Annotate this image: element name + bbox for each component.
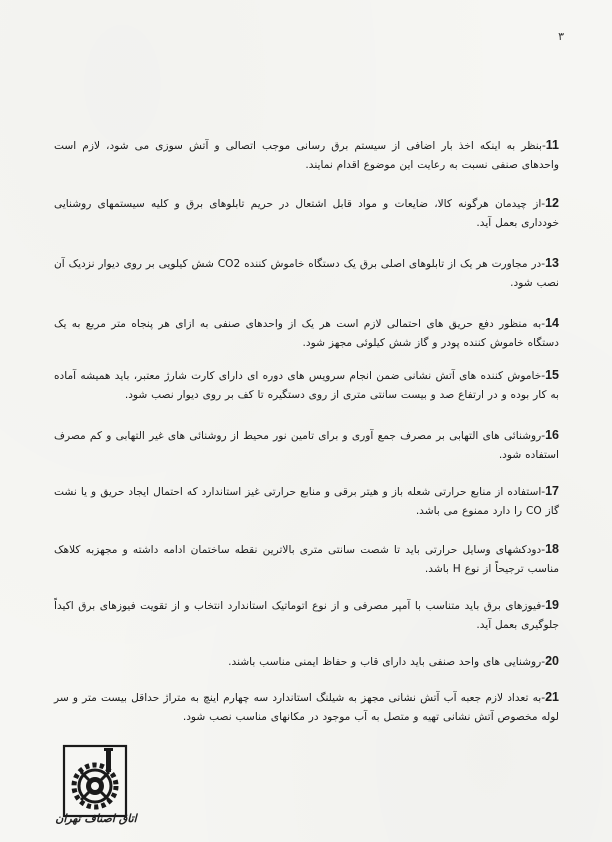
regulation-text: روشنائی های التهابی بر مصرف جمع آوری و برای تامین نور محیط از روشنائی های غیر التهابی و کم مصرف استفاده شود. [54,430,559,461]
regulation-item-15: 15-خاموش کننده های آتش نشانی ضمن انجام سرویس های دوره ای دارای کارت شارژ معتبر، باید همیشه آماده به کار بوده و در ارتفاع صد و بیست سانتی متری از روی دستگیره تا کف بر روی دیوار نصب شود. [54,368,559,401]
regulation-text: دودکشهای وسایل حرارتی باید تا شصت سانتی متری بالاترین نقطه ساختمان ادامه داشته و مجهزبه کلاهک مناسب ترجیحاً از نوع H باشد. [54,544,559,575]
regulation-text: فیوزهای برق باید متناسب با آمپر مصرفی و از نوع اتوماتیک استاندارد انتخاب و از تقویت فیوزهای برق اکیداً جلوگیری بعمل آید. [54,600,559,631]
regulation-item-20: 20-روشنایی های واحد صنفی باید دارای قاب و حفاظ ایمنی مناسب باشند. [228,654,559,668]
regulation-item-21: 21-به تعداد لازم جعبه آب آتش نشانی مجهز به شیلنگ استاندارد سه چهارم اینچ به متراژ حداقل بیست متر و سر لوله مخصوص آتش نشانی تهیه و متصل به آب موجود در مکانهای مناسب نصب شود. [54,690,559,723]
regulation-item-19: 19-فیوزهای برق باید متناسب با آمپر مصرفی و از نوع اتوماتیک استاندارد انتخاب و از تقویت فیوزهای برق اکیداً جلوگیری بعمل آید. [54,598,559,631]
regulation-item-14: 14-به منظور دفع حریق های احتمالی لازم است هر یک از واحدهای صنفی به ازای هر پنجاه متر مربع به یک دستگاه خاموش کننده پودر و گاز شش کیلوئی مجهز شود. [54,316,559,349]
regulation-item-12: 12-از چیدمان هرگونه کالا، ضایعات و مواد قابل اشتعال در حریم تابلوهای برق و کلیه سیستمهای روشنایی خودداری بعمل آید. [54,196,559,229]
regulation-item-17: 17-استفاده از منابع حرارتی شعله باز و هیتر برقی و منابع حرارتی غیز استاندارد که احتمال ایجاد حریق و یا نشت گاز CO را دارد ممنوع می باشد. [54,484,559,517]
regulation-text: از چیدمان هرگونه کالا، ضایعات و مواد قابل اشتعال در حریم تابلوهای برق و کلیه سیستمهای روشنایی خودداری بعمل آید. [54,198,559,229]
regulation-text: خاموش کننده های آتش نشانی ضمن انجام سرویس های دوره ای دارای کارت شارژ معتبر، باید همیشه آماده به کار بوده و در ارتفاع صد و بیست سانتی متری از روی دستگیره تا کف بر روی دیوار نصب شود. [54,370,559,401]
regulation-text: استفاده از منابع حرارتی شعله باز و هیتر برقی و منابع حرارتی غیز استاندارد که احتمال ایجاد حریق و یا نشت گاز CO را دارد ممنوع می باشد. [54,486,559,517]
regulation-item-16: 16-روشنائی های التهابی بر مصرف جمع آوری و برای تامین نور محیط از روشنائی های غیر التهابی و کم مصرف استفاده شود. [54,428,559,461]
regulation-text: بنظر به اینکه اخذ بار اضافی از سیستم برق رسانی موجب اتصالی و آتش سوزی می شود، لازم است واحدهای صنفی نسبت به رعایت این موضوع اقدام نمایند. [54,140,559,171]
regulation-text: به منظور دفع حریق های احتمالی لازم است هر یک از واحدهای صنفی به ازای هر پنجاه متر مربع به یک دستگاه خاموش کننده پودر و گاز شش کیلوئی مجهز شود. [54,318,559,349]
page-corner-mark: ۳ [558,30,564,43]
regulation-text: روشنایی های واحد صنفی باید دارای قاب و حفاظ ایمنی مناسب باشند. [228,656,542,668]
tower-icon [104,748,113,772]
regulation-item-11: 11-بنظر به اینکه اخذ بار اضافی از سیستم برق رسانی موجب اتصالی و آتش سوزی می شود، لازم است واحدهای صنفی نسبت به رعایت این موضوع اقدام نمایند. [54,138,559,171]
regulation-item-18: 18-دودکشهای وسایل حرارتی باید تا شصت سانتی متری بالاترین نقطه ساختمان ادامه داشته و مجهزبه کلاهک مناسب ترجیحاً از نوع H باشد. [54,542,559,575]
regulation-text: در مجاورت هر یک از تابلوهای اصلی برق یک دستگاه خاموش کننده CO2 شش کیلویی بر روی دیوار نزدیک آن نصب شود. [54,258,559,289]
regulation-item-13: 13-در مجاورت هر یک از تابلوهای اصلی برق یک دستگاه خاموش کننده CO2 شش کیلویی بر روی دیوار نزدیک آن نصب شود. [54,256,559,289]
regulation-text: به تعداد لازم جعبه آب آتش نشانی مجهز به شیلنگ استاندارد سه چهارم اینچ به متراژ حداقل بیست متر و سر لوله مخصوص آتش نشانی تهیه و متصل به آب موجود در مکانهای مناسب نصب شود. [54,692,559,723]
logo-caption: اتاق اصناف تهران [55,812,137,825]
